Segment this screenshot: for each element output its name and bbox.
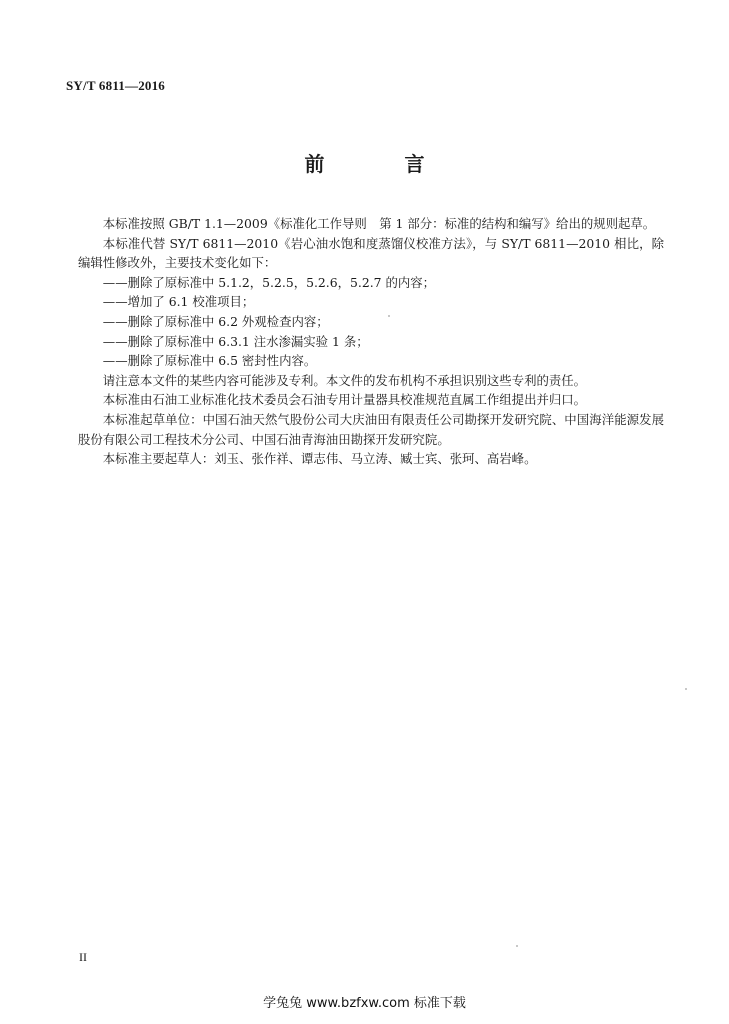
change-item: ——增加了 6.1 校准项目； [102,294,255,310]
page-title: 前 言 [304,152,455,176]
scan-speck [516,945,518,947]
change-item: ——删除了原标准中 5.1.2，5.2.5，5.2.6，5.2.7 的内容； [102,274,436,290]
paragraph-drafting-units: 本标准起草单位：中国石油天然气股份公司大庆油田有限责任公司勘探开发研究院、中国海洋能源发展股份有限公司工程技术分公司、中国石油青海油田勘探开发研究院。 [78,411,664,447]
change-item: ——删除了原标准中 6.2 外观检查内容； [102,313,329,329]
paragraph-drafting-rules: 本标准按照 GB/T 1.1—2009《标准化工作导则 第 1 部分：标准的结构和编写》给出的规则起草。 [102,216,656,231]
change-item: ——删除了原标准中 6.3.1 注水渗漏实验 1 条； [102,333,369,349]
change-item: ——删除了原标准中 6.5 密封性内容。 [102,353,317,369]
page-number: II [79,950,87,964]
scan-speck [388,315,390,317]
paragraph-patent-notice: 请注意本文件的某些内容可能涉及专利。本文件的发布机构不承担识别这些专利的责任。 [102,372,587,388]
paragraph-replacement: 本标准代替 SY/T 6811—2010《岩心油水饱和度蒸馏仪校准方法》，与 SY/T 6811—2010 相比，除编辑性修改外，主要技术变化如下： [78,235,664,271]
standard-code-header: SY/T 6811—2016 [66,78,165,93]
foreword-body [78,214,664,469]
site-watermark: 学兔兔 www.bzfxw.com 标准下载 [263,996,466,1011]
paragraph-drafters: 本标准主要起草人：刘玉、张作祥、谭志伟、马立涛、臧士宾、张珂、高岩峰。 [102,451,537,467]
paragraph-proposer: 本标准由石油工业标准化技术委员会石油专用计量器具校准规范直属工作组提出并归口。 [102,392,587,408]
scan-speck [685,688,687,690]
